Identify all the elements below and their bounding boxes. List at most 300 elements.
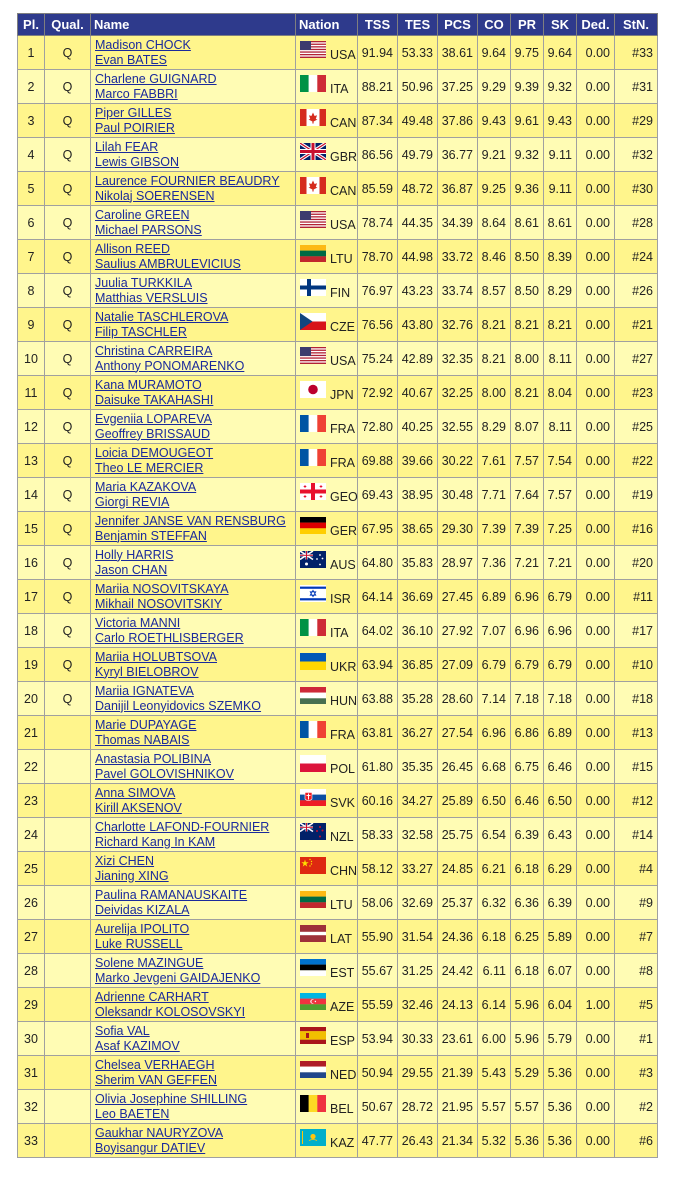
qual-cell: Q xyxy=(45,138,91,172)
pcs-cell: 37.25 xyxy=(438,70,478,104)
skater-link-1[interactable]: Aurelija IPOLITO xyxy=(95,921,190,936)
skater-link-2[interactable]: Matthias VERSLUIS xyxy=(95,290,208,305)
tss-cell: 61.80 xyxy=(358,750,398,784)
table-row xyxy=(18,70,658,104)
table-row xyxy=(18,342,658,376)
pr-cell: 5.29 xyxy=(511,1056,544,1090)
sk-cell: 5.36 xyxy=(544,1124,577,1158)
pcs-cell: 30.48 xyxy=(438,478,478,512)
nation-code: ESP xyxy=(330,1033,356,1048)
nation-code: ISR xyxy=(330,591,351,606)
stn-cell: #26 xyxy=(615,274,658,308)
header-tss[interactable]: TSS xyxy=(358,14,398,36)
nation-code: KAZ xyxy=(330,1135,355,1150)
pcs-cell: 38.61 xyxy=(438,36,478,70)
skater-link-2[interactable]: Oleksandr KOLOSOVSKYI xyxy=(95,1004,246,1019)
co-cell: 6.32 xyxy=(478,886,511,920)
skater-link-2[interactable]: Luke RUSSELL xyxy=(95,936,183,951)
ded-cell: 0.00 xyxy=(577,920,615,954)
skater-link-1[interactable]: Mariia IGNATEVA xyxy=(95,683,194,698)
pcs-cell: 27.45 xyxy=(438,580,478,614)
header-qual[interactable]: Qual. xyxy=(45,14,91,36)
stn-cell: #22 xyxy=(615,444,658,478)
sk-cell: 5.36 xyxy=(544,1090,577,1124)
place-cell: 17 xyxy=(18,580,45,614)
ded-cell: 1.00 xyxy=(577,988,615,1022)
skater-link-1[interactable]: Mariia HOLUBTSOVA xyxy=(95,649,218,664)
flag-icon xyxy=(300,279,326,296)
pcs-cell: 27.54 xyxy=(438,716,478,750)
co-cell: 6.79 xyxy=(478,648,511,682)
tss-cell: 55.59 xyxy=(358,988,398,1022)
skater-link-1[interactable]: Charlotte LAFOND-FOURNIER xyxy=(95,819,270,834)
nation-cell xyxy=(296,1056,358,1090)
tes-cell: 50.96 xyxy=(398,70,438,104)
co-cell: 6.89 xyxy=(478,580,511,614)
stn-cell: #13 xyxy=(615,716,658,750)
tes-cell: 33.27 xyxy=(398,852,438,886)
tes-cell: 38.65 xyxy=(398,512,438,546)
skater-link-1[interactable]: Loicia DEMOUGEOT xyxy=(95,445,214,460)
skater-link-2[interactable]: Boyisangur DATIEV xyxy=(95,1140,206,1155)
skater-link-1[interactable]: Madison CHOCK xyxy=(95,37,191,52)
place-cell: 14 xyxy=(18,478,45,512)
table-row xyxy=(18,784,658,818)
pcs-cell: 28.97 xyxy=(438,546,478,580)
sk-cell: 6.39 xyxy=(544,886,577,920)
nation-cell xyxy=(296,240,358,274)
qual-cell: Q xyxy=(45,546,91,580)
co-cell: 8.00 xyxy=(478,376,511,410)
pr-cell: 8.61 xyxy=(511,206,544,240)
skater-link-2[interactable]: Richard Kang In KAM xyxy=(95,834,216,849)
name-cell xyxy=(91,1022,296,1056)
ded-cell: 0.00 xyxy=(577,818,615,852)
name-cell xyxy=(91,444,296,478)
place-cell: 11 xyxy=(18,376,45,410)
skater-link-1[interactable]: Natalie TASCHLEROVA xyxy=(95,309,229,324)
ded-cell: 0.00 xyxy=(577,1022,615,1056)
nation-code: NED xyxy=(330,1067,357,1082)
sk-cell: 8.21 xyxy=(544,308,577,342)
skater-link-2[interactable]: Michael PARSONS xyxy=(95,222,202,237)
skater-link-1[interactable]: Kana MURAMOTO xyxy=(95,377,202,392)
skater-link-2[interactable]: Giorgi REVIA xyxy=(95,494,170,509)
stn-cell: #15 xyxy=(615,750,658,784)
nation-cell xyxy=(296,36,358,70)
nation-cell xyxy=(296,478,358,512)
place-cell: 2 xyxy=(18,70,45,104)
pr-cell: 8.00 xyxy=(511,342,544,376)
nation-code: EST xyxy=(330,965,355,980)
tss-cell: 91.94 xyxy=(358,36,398,70)
tss-cell: 67.95 xyxy=(358,512,398,546)
co-cell: 6.50 xyxy=(478,784,511,818)
nation-cell xyxy=(296,70,358,104)
flag-icon xyxy=(300,857,326,874)
skater-link-2[interactable]: Evan BATES xyxy=(95,52,168,67)
pr-cell: 5.96 xyxy=(511,1022,544,1056)
nation-code: LTU xyxy=(330,897,353,912)
co-cell: 6.11 xyxy=(478,954,511,988)
flag-icon xyxy=(300,891,326,908)
skater-link-1[interactable]: Solene MAZINGUE xyxy=(95,955,204,970)
tss-cell: 78.74 xyxy=(358,206,398,240)
co-cell: 6.68 xyxy=(478,750,511,784)
stn-cell: #25 xyxy=(615,410,658,444)
stn-cell: #14 xyxy=(615,818,658,852)
flag-icon xyxy=(300,517,326,534)
flag-icon xyxy=(300,687,326,704)
nation-cell xyxy=(296,546,358,580)
flag-icon xyxy=(300,585,326,602)
sk-cell: 6.04 xyxy=(544,988,577,1022)
nation-code: SVK xyxy=(330,795,356,810)
tss-cell: 78.70 xyxy=(358,240,398,274)
place-cell: 23 xyxy=(18,784,45,818)
skater-link-2[interactable]: Pavel GOLOVISHNIKOV xyxy=(95,766,234,781)
nation-cell xyxy=(296,274,358,308)
pcs-cell: 32.35 xyxy=(438,342,478,376)
nation-cell xyxy=(296,1090,358,1124)
qual-cell: Q xyxy=(45,308,91,342)
skater-link-1[interactable]: Charlene GUIGNARD xyxy=(95,71,217,86)
skater-link-1[interactable]: Marie DUPAYAGE xyxy=(95,717,197,732)
co-cell: 6.14 xyxy=(478,988,511,1022)
skater-link-2[interactable]: Marko Jevgeni GAIDAJENKO xyxy=(95,970,261,985)
tss-cell: 86.56 xyxy=(358,138,398,172)
co-cell: 6.96 xyxy=(478,716,511,750)
header-pcs[interactable]: PCS xyxy=(438,14,478,36)
ded-cell: 0.00 xyxy=(577,410,615,444)
flag-icon xyxy=(300,925,326,942)
table-row xyxy=(18,240,658,274)
ded-cell: 0.00 xyxy=(577,648,615,682)
tss-cell: 55.67 xyxy=(358,954,398,988)
place-cell: 7 xyxy=(18,240,45,274)
place-cell: 8 xyxy=(18,274,45,308)
pr-cell: 7.64 xyxy=(511,478,544,512)
skater-link-2[interactable]: Daisuke TAKAHASHI xyxy=(95,392,214,407)
skater-link-2[interactable]: Paul POIRIER xyxy=(95,120,175,135)
stn-cell: #21 xyxy=(615,308,658,342)
stn-cell: #20 xyxy=(615,546,658,580)
place-cell: 4 xyxy=(18,138,45,172)
header-sk[interactable]: SK xyxy=(544,14,577,36)
qual-cell: Q xyxy=(45,36,91,70)
stn-cell: #28 xyxy=(615,206,658,240)
skater-link-2[interactable]: Benjamin STEFFAN xyxy=(95,528,207,543)
skater-link-2[interactable]: Carlo ROETHLISBERGER xyxy=(95,630,244,645)
pcs-cell: 21.34 xyxy=(438,1124,478,1158)
stn-cell: #18 xyxy=(615,682,658,716)
nation-code: LTU xyxy=(330,251,353,266)
qual-cell xyxy=(45,750,91,784)
tss-cell: 75.24 xyxy=(358,342,398,376)
name-cell xyxy=(91,750,296,784)
skater-link-1[interactable]: Gaukhar NAURYZOVA xyxy=(95,1125,224,1140)
pr-cell: 6.86 xyxy=(511,716,544,750)
flag-icon xyxy=(300,721,326,738)
nation-code: BEL xyxy=(330,1101,354,1116)
skater-link-2[interactable]: Theo LE MERCIER xyxy=(95,460,204,475)
name-cell xyxy=(91,818,296,852)
stn-cell: #9 xyxy=(615,886,658,920)
place-cell: 6 xyxy=(18,206,45,240)
skater-link-1[interactable]: Chelsea VERHAEGH xyxy=(95,1057,215,1072)
place-cell: 12 xyxy=(18,410,45,444)
stn-cell: #5 xyxy=(615,988,658,1022)
stn-cell: #1 xyxy=(615,1022,658,1056)
co-cell: 5.43 xyxy=(478,1056,511,1090)
tss-cell: 55.90 xyxy=(358,920,398,954)
place-cell: 19 xyxy=(18,648,45,682)
skater-link-1[interactable]: Lilah FEAR xyxy=(95,139,159,154)
skater-link-2[interactable]: Lewis GIBSON xyxy=(95,154,180,169)
pcs-cell: 33.74 xyxy=(438,274,478,308)
skater-link-1[interactable]: Allison REED xyxy=(95,241,171,256)
table-row xyxy=(18,920,658,954)
skater-link-2[interactable]: Kyryl BIELOBROV xyxy=(95,664,199,679)
stn-cell: #12 xyxy=(615,784,658,818)
tss-cell: 64.80 xyxy=(358,546,398,580)
skater-link-1[interactable]: Juulia TURKKILA xyxy=(95,275,193,290)
skater-link-2[interactable]: Mikhail NOSOVITSKIY xyxy=(95,596,223,611)
nation-cell xyxy=(296,818,358,852)
name-cell xyxy=(91,36,296,70)
pr-cell: 9.75 xyxy=(511,36,544,70)
co-cell: 9.64 xyxy=(478,36,511,70)
place-cell: 33 xyxy=(18,1124,45,1158)
sk-cell: 6.46 xyxy=(544,750,577,784)
name-cell xyxy=(91,682,296,716)
pcs-cell: 37.86 xyxy=(438,104,478,138)
pr-cell: 9.39 xyxy=(511,70,544,104)
tes-cell: 35.83 xyxy=(398,546,438,580)
skater-link-1[interactable]: Mariia NOSOVITSKAYA xyxy=(95,581,229,596)
sk-cell: 8.29 xyxy=(544,274,577,308)
skater-link-2[interactable]: Thomas NABAIS xyxy=(95,732,190,747)
pr-cell: 6.39 xyxy=(511,818,544,852)
pcs-cell: 27.09 xyxy=(438,648,478,682)
flag-icon xyxy=(300,1061,326,1078)
ded-cell: 0.00 xyxy=(577,750,615,784)
header-nation[interactable]: Nation xyxy=(296,14,358,36)
skater-link-1[interactable]: Jennifer JANSE VAN RENSBURG xyxy=(95,513,286,528)
nation-cell xyxy=(296,444,358,478)
table-row xyxy=(18,886,658,920)
pr-cell: 6.18 xyxy=(511,852,544,886)
co-cell: 7.71 xyxy=(478,478,511,512)
tes-cell: 44.35 xyxy=(398,206,438,240)
pcs-cell: 24.36 xyxy=(438,920,478,954)
table-row xyxy=(18,104,658,138)
nation-code: CZE xyxy=(330,319,355,334)
skater-link-1[interactable]: Olivia Josephine SHILLING xyxy=(95,1091,248,1106)
skater-link-2[interactable]: Jianing XING xyxy=(95,868,169,883)
nation-code: LAT xyxy=(330,931,352,946)
tss-cell: 58.06 xyxy=(358,886,398,920)
pcs-cell: 28.60 xyxy=(438,682,478,716)
flag-icon xyxy=(300,789,326,806)
sk-cell: 6.79 xyxy=(544,580,577,614)
pcs-cell: 25.75 xyxy=(438,818,478,852)
ded-cell: 0.00 xyxy=(577,614,615,648)
header-stn[interactable]: StN. xyxy=(615,14,658,36)
skater-link-1[interactable]: Xizi CHEN xyxy=(95,853,155,868)
header-co[interactable]: CO xyxy=(478,14,511,36)
name-cell xyxy=(91,648,296,682)
nation-code: FRA xyxy=(330,727,355,742)
tes-cell: 49.48 xyxy=(398,104,438,138)
skater-link-2[interactable]: Saulius AMBRULEVICIUS xyxy=(95,256,241,271)
sk-cell: 6.07 xyxy=(544,954,577,988)
name-cell xyxy=(91,784,296,818)
ded-cell: 0.00 xyxy=(577,954,615,988)
table-row xyxy=(18,172,658,206)
table-row xyxy=(18,444,658,478)
pr-cell: 8.50 xyxy=(511,240,544,274)
tes-cell: 40.25 xyxy=(398,410,438,444)
pr-cell: 6.25 xyxy=(511,920,544,954)
tss-cell: 50.67 xyxy=(358,1090,398,1124)
nation-code: HUN xyxy=(330,693,358,708)
skater-link-1[interactable]: Sofia VAL xyxy=(95,1023,150,1038)
nation-cell xyxy=(296,852,358,886)
skater-link-1[interactable]: Laurence FOURNIER BEAUDRY xyxy=(95,173,280,188)
tes-cell: 39.66 xyxy=(398,444,438,478)
co-cell: 6.54 xyxy=(478,818,511,852)
tss-cell: 69.88 xyxy=(358,444,398,478)
qual-cell xyxy=(45,852,91,886)
skater-link-2[interactable]: Asaf KAZIMOV xyxy=(95,1038,180,1053)
tes-cell: 44.98 xyxy=(398,240,438,274)
table-row xyxy=(18,750,658,784)
skater-link-1[interactable]: Piper GILLES xyxy=(95,105,172,120)
table-row xyxy=(18,206,658,240)
skater-link-1[interactable]: Anastasia POLIBINA xyxy=(95,751,212,766)
skater-link-2[interactable]: Kirill AKSENOV xyxy=(95,800,182,815)
skater-link-2[interactable]: Jason CHAN xyxy=(95,562,168,577)
nation-cell xyxy=(296,920,358,954)
sk-cell: 8.11 xyxy=(544,410,577,444)
pcs-cell: 32.55 xyxy=(438,410,478,444)
table-row xyxy=(18,308,658,342)
sk-cell: 8.61 xyxy=(544,206,577,240)
place-cell: 1 xyxy=(18,36,45,70)
skater-link-1[interactable]: Holly HARRIS xyxy=(95,547,174,562)
header-pr[interactable]: PR xyxy=(511,14,544,36)
ded-cell: 0.00 xyxy=(577,342,615,376)
ded-cell: 0.00 xyxy=(577,138,615,172)
table-row xyxy=(18,648,658,682)
qual-cell xyxy=(45,1090,91,1124)
tss-cell: 72.92 xyxy=(358,376,398,410)
qual-cell xyxy=(45,1056,91,1090)
ded-cell: 0.00 xyxy=(577,1090,615,1124)
name-cell xyxy=(91,1090,296,1124)
name-cell xyxy=(91,988,296,1022)
skater-link-1[interactable]: Evgeniia LOPAREVA xyxy=(95,411,212,426)
place-cell: 29 xyxy=(18,988,45,1022)
name-cell xyxy=(91,512,296,546)
flag-icon xyxy=(300,619,326,636)
skater-link-2[interactable]: Nikolaj SOERENSEN xyxy=(95,188,215,203)
skater-link-2[interactable]: Danijil Leonyidovics SZEMKO xyxy=(95,698,262,713)
nation-code: FRA xyxy=(330,455,355,470)
flag-icon xyxy=(300,245,326,262)
qual-cell xyxy=(45,1022,91,1056)
nation-code: NZL xyxy=(330,829,354,844)
stn-cell: #29 xyxy=(615,104,658,138)
skater-link-2[interactable]: Leo BAETEN xyxy=(95,1106,170,1121)
nation-cell xyxy=(296,682,358,716)
ded-cell: 0.00 xyxy=(577,1056,615,1090)
qual-cell: Q xyxy=(45,648,91,682)
nation-code: ITA xyxy=(330,625,349,640)
tss-cell: 76.97 xyxy=(358,274,398,308)
co-cell: 5.32 xyxy=(478,1124,511,1158)
skater-link-1[interactable]: Anna SIMOVA xyxy=(95,785,176,800)
tes-cell: 31.25 xyxy=(398,954,438,988)
name-cell xyxy=(91,546,296,580)
nation-cell xyxy=(296,1022,358,1056)
skater-link-2[interactable]: Marco FABBRI xyxy=(95,86,178,101)
header-place[interactable]: Pl. xyxy=(18,14,45,36)
co-cell: 8.46 xyxy=(478,240,511,274)
tss-cell: 63.94 xyxy=(358,648,398,682)
ded-cell: 0.00 xyxy=(577,376,615,410)
stn-cell: #31 xyxy=(615,70,658,104)
co-cell: 9.25 xyxy=(478,172,511,206)
place-cell: 20 xyxy=(18,682,45,716)
skater-link-1[interactable]: Maria KAZAKOVA xyxy=(95,479,197,494)
skater-link-1[interactable]: Adrienne CARHART xyxy=(95,989,209,1004)
tes-cell: 32.69 xyxy=(398,886,438,920)
header-ded[interactable]: Ded. xyxy=(577,14,615,36)
pcs-cell: 27.92 xyxy=(438,614,478,648)
skater-link-1[interactable]: Caroline GREEN xyxy=(95,207,190,222)
header-name[interactable]: Name xyxy=(91,14,296,36)
nation-code: JPN xyxy=(330,387,354,402)
skater-link-2[interactable]: Geoffrey BRISSAUD xyxy=(95,426,211,441)
qual-cell: Q xyxy=(45,410,91,444)
co-cell: 7.36 xyxy=(478,546,511,580)
skater-link-1[interactable]: Christina CARREIRA xyxy=(95,343,213,358)
header-tes[interactable]: TES xyxy=(398,14,438,36)
ded-cell: 0.00 xyxy=(577,70,615,104)
flag-icon xyxy=(300,1027,326,1044)
tes-cell: 53.33 xyxy=(398,36,438,70)
nation-cell xyxy=(296,512,358,546)
skater-link-1[interactable]: Victoria MANNI xyxy=(95,615,181,630)
table-row xyxy=(18,682,658,716)
qual-cell: Q xyxy=(45,682,91,716)
qual-cell: Q xyxy=(45,614,91,648)
skater-link-2[interactable]: Filip TASCHLER xyxy=(95,324,187,339)
tes-cell: 29.55 xyxy=(398,1056,438,1090)
skater-link-1[interactable]: Paulina RAMANAUSKAITE xyxy=(95,887,248,902)
nation-cell xyxy=(296,886,358,920)
skater-link-2[interactable]: Deividas KIZALA xyxy=(95,902,190,917)
name-cell xyxy=(91,614,296,648)
pr-cell: 6.46 xyxy=(511,784,544,818)
skater-link-2[interactable]: Anthony PONOMARENKO xyxy=(95,358,245,373)
ded-cell: 0.00 xyxy=(577,240,615,274)
pr-cell: 7.18 xyxy=(511,682,544,716)
co-cell: 7.07 xyxy=(478,614,511,648)
skater-link-2[interactable]: Sherim VAN GEFFEN xyxy=(95,1072,218,1087)
